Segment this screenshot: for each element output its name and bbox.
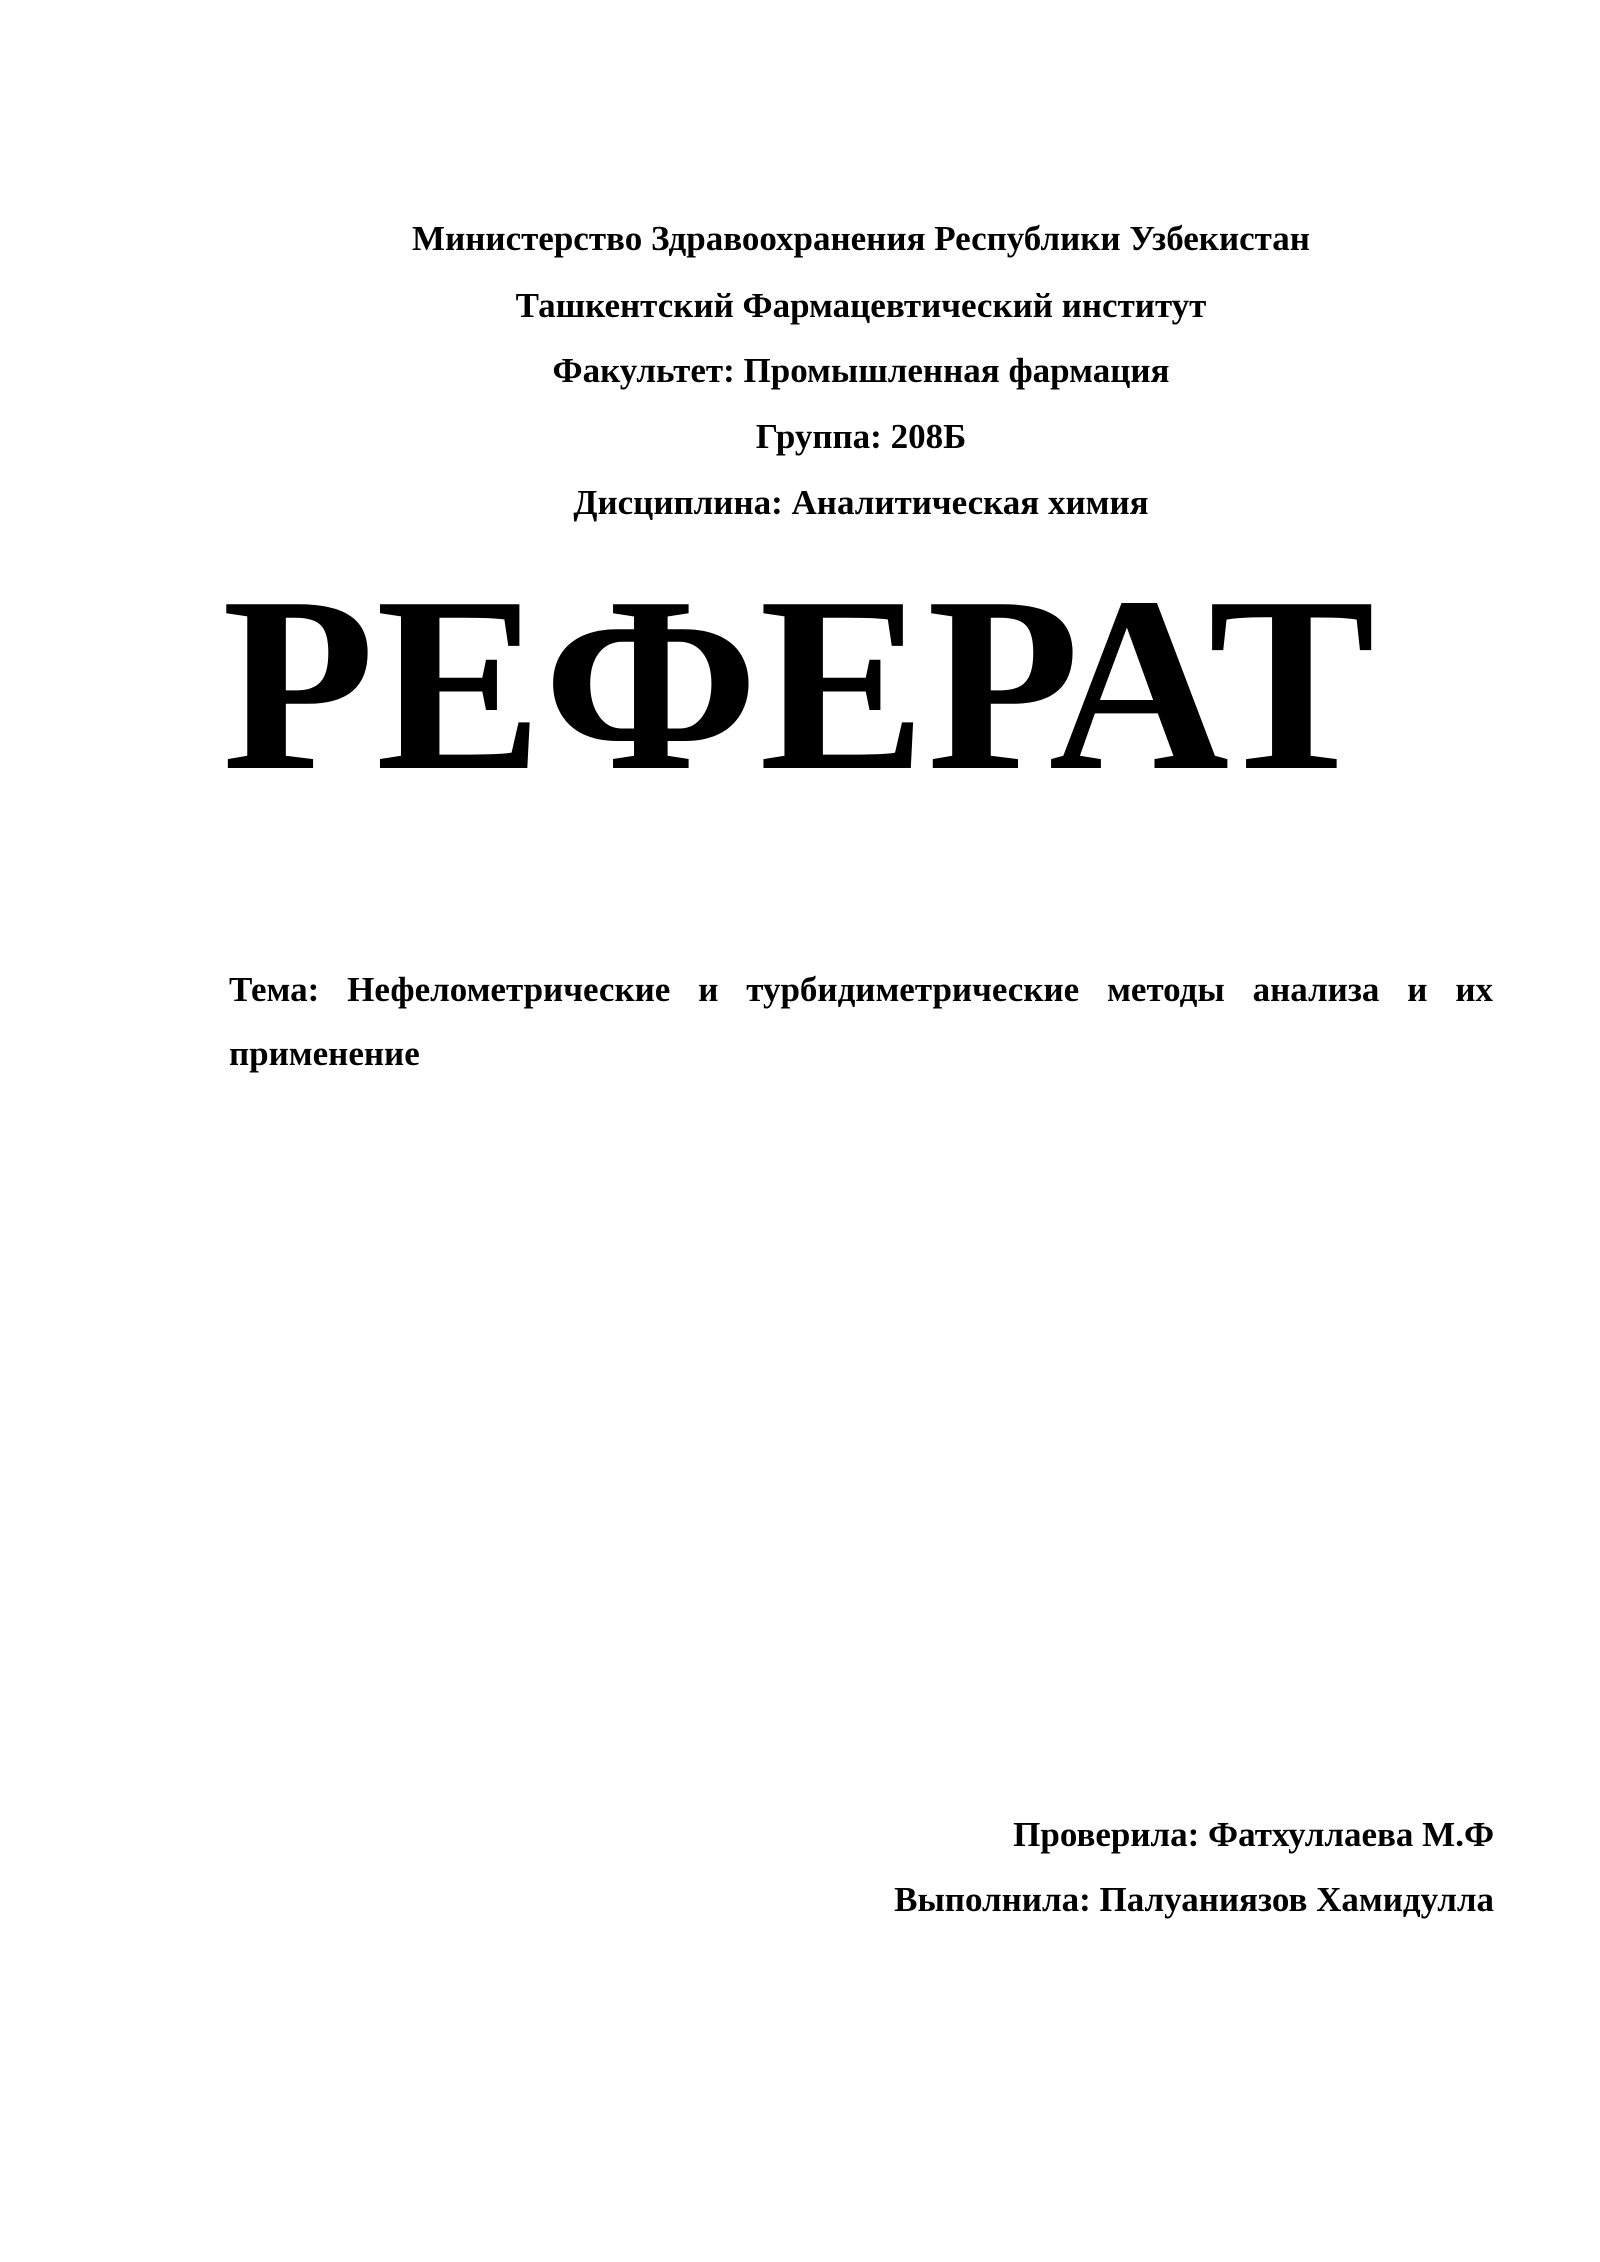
document-type-title: РЕФЕРАТ <box>222 546 1376 823</box>
group-line: Группа: 208Б <box>755 417 967 456</box>
institute-line: Ташкентский Фармацевтический институт <box>515 286 1207 325</box>
faculty-line: Факультет: Промышленная фармация <box>552 351 1170 390</box>
topic-text: Тема: Нефелометрические и турбидиметрические методы анализа и их применение <box>229 970 1493 1073</box>
done-by-line: Выполнила: Палуаниязов Хамидулла <box>894 1880 1494 1919</box>
ministry-line: Министерство Здравоохранения Республики Узбекистан <box>412 219 1310 258</box>
checked-by-line: Проверила: Фатхуллаева М.Ф <box>1013 1815 1494 1854</box>
discipline-line: Дисциплина: Аналитическая химия <box>573 483 1149 522</box>
